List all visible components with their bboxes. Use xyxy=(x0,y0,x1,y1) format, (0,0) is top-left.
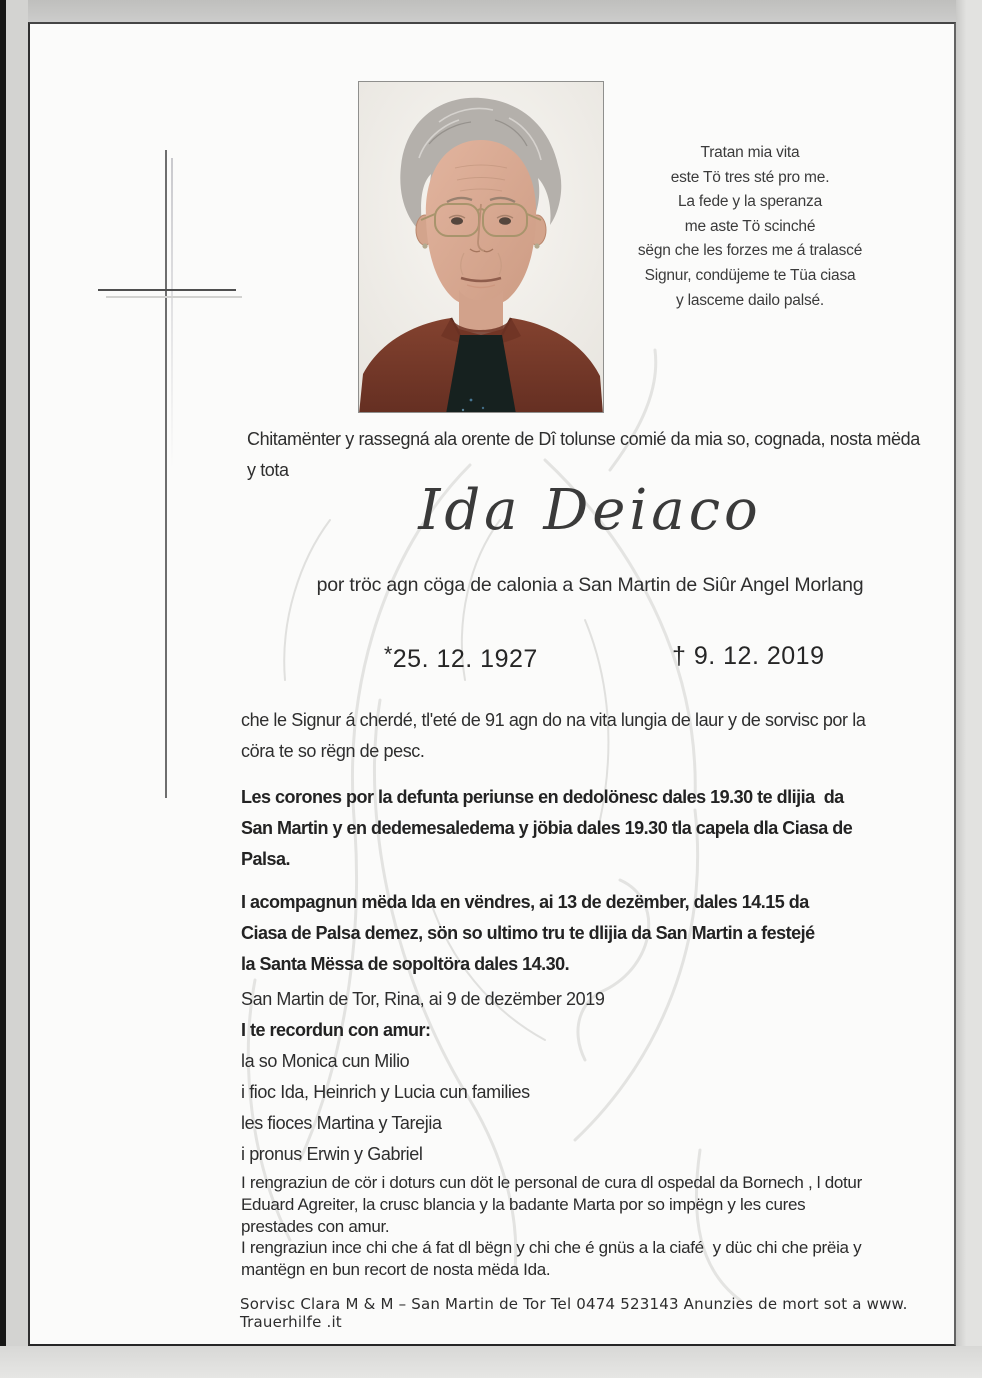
poem-line: me aste Tö scinché xyxy=(684,217,816,235)
memorial-poem xyxy=(590,141,910,313)
footer-service-line: Sorvisc Clara M & M – San Martin de Tor Tel 0474 523143 Anunzies de mort sot a www. Trauerhilfe .it xyxy=(240,1295,908,1331)
paragraph-rosary-info xyxy=(241,782,931,875)
thanks-line: I rengraziun ince chi che á fat dl bëgn y chi che é gnüs a la ciafé y düc chi che prëia y xyxy=(241,1238,862,1258)
death-date-value: 9. 12. 2019 xyxy=(693,642,825,670)
paragraph-line: che le Signur á cherdé, tl'eté de 91 agn do na vita lungia de laur y de sorvisc por la xyxy=(241,710,866,730)
deceased-role-line: por tröc agn cöga de calonia a San Martin de Siûr Angel Morlang xyxy=(316,574,864,596)
paragraph-called-by-lord xyxy=(241,705,931,767)
paragraph-line: Les corones por la defunta periunse en dedolönesc dales 19.30 te dlijia da xyxy=(241,787,844,807)
poem-line: y lasceme dailo palsé. xyxy=(675,291,825,309)
dagger-icon: † xyxy=(672,642,687,670)
cross-vertical-shadow xyxy=(171,158,173,468)
paragraph-line: San Martin y en dedemesaledema y jöbia dales 19.30 tla capela dla Ciasa de xyxy=(241,818,853,838)
thanks-text xyxy=(241,1172,941,1281)
thanks-line: mantëgn en bun recort de nosta mëda Ida. xyxy=(241,1260,551,1280)
star-of-birth-icon: * xyxy=(384,642,393,666)
poem-line: Tratan mia vita xyxy=(700,144,800,161)
thanks-line: prestades con amur. xyxy=(241,1216,390,1236)
poem-line: sëgn che les forzes me á tralascé xyxy=(637,242,863,260)
paragraph-line: I acompagnun mëda Ida en vëndres, ai 13 de dezëmber, dales 14.15 da xyxy=(241,892,809,912)
place-date-line: San Martin de Tor, Rina, ai 9 de dezëmber 2019 xyxy=(241,989,605,1009)
intro-text xyxy=(247,424,927,486)
portrait-photo xyxy=(358,81,604,413)
paragraph-line: cöra te so rëgn de pesc. xyxy=(241,741,425,761)
paragraph-line: Ciasa de Palsa demez, sön so ultimo tru te dlijia da San Martin a festejé xyxy=(241,923,815,943)
family-member-line: i pronus Erwin y Gabriel xyxy=(241,1144,423,1164)
paragraph-line: Palsa. xyxy=(241,849,291,869)
scanner-background-bottom xyxy=(0,1346,982,1378)
scanner-background-right xyxy=(956,0,982,1378)
scanner-background-top xyxy=(0,0,982,22)
thanks-line: I rengraziun de cör i doturs cun döt le personal de cura dl ospedal da Bornech , l dotur xyxy=(241,1173,862,1192)
poem-line: La fede y la speranza xyxy=(677,193,822,211)
remembrance-heading: I te recordun con amur: xyxy=(241,1020,431,1040)
scanner-background-left xyxy=(6,0,28,1378)
birth-date xyxy=(384,642,538,674)
family-member-line: la so Monica cun Milio xyxy=(241,1051,410,1071)
cross-vertical-line xyxy=(165,150,167,798)
intro-line: y tota xyxy=(247,460,289,480)
cross-horizontal-shadow xyxy=(106,296,242,298)
family-member-line: les fioces Martina y Tarejia xyxy=(241,1113,442,1133)
poem-line: Signur, condüjeme te Tüa ciasa xyxy=(644,266,856,284)
thanks-line: Eduard Agreiter, la crusc blancia y la badante Marta por so impëgn y les cures xyxy=(241,1194,806,1214)
poem-line: este Tö tres sté pro me. xyxy=(670,168,830,186)
paragraph-line: la Santa Mëssa de sopoltöra dales 14.30. xyxy=(241,954,570,974)
birth-date-value: 25. 12. 1927 xyxy=(392,645,538,673)
cross-horizontal-line xyxy=(98,289,236,291)
death-date xyxy=(672,642,824,671)
family-block xyxy=(241,984,931,1170)
deceased-name: Ida Deiaco xyxy=(418,478,762,543)
family-member-line: i fioc Ida, Heinrich y Lucia cun families xyxy=(241,1082,530,1102)
paragraph-funeral-info xyxy=(241,887,931,980)
intro-line: Chitamënter y rassegná ala orente de Dî tolunse comié da mia so, cognada, nosta mëda xyxy=(247,429,920,449)
